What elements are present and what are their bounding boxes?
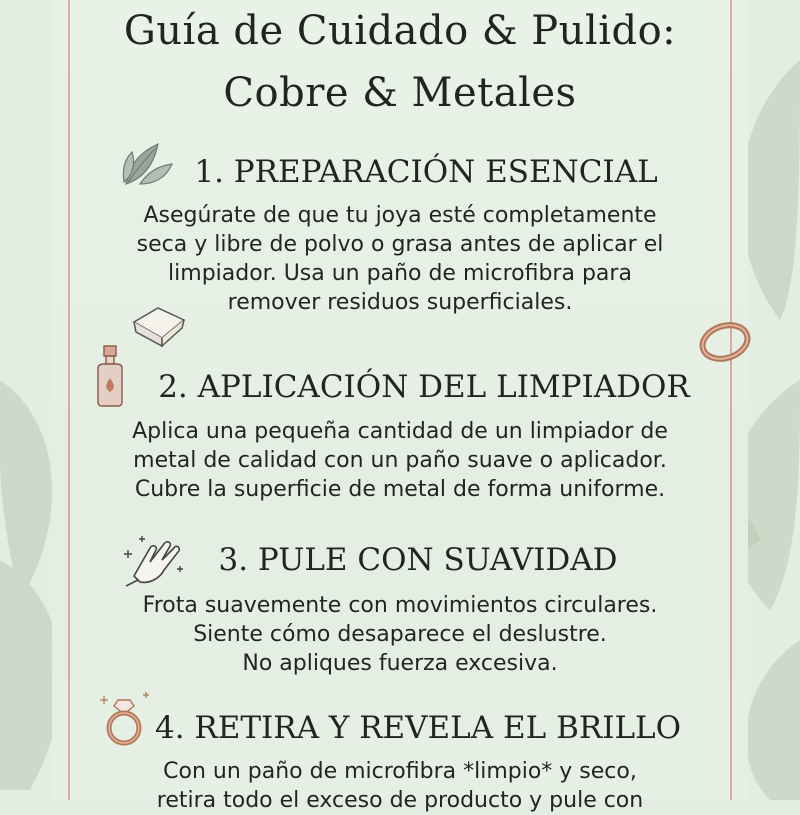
page-title-line2: Cobre & Metales bbox=[223, 70, 577, 116]
step-1-line-1: Asegúrate de que tu joya esté completamente bbox=[143, 203, 657, 228]
step-2-line-1: Aplica una pequeña cantidad de un limpiador de bbox=[132, 419, 668, 444]
step-3-line-3: No apliques fuerza excesiva. bbox=[242, 651, 558, 676]
step-2-line-3: Cubre la superficie de metal de forma uniforme. bbox=[134, 477, 666, 502]
step-4-heading: 4. RETIRA Y REVELA EL BRILLO bbox=[154, 710, 682, 746]
step-1-line-2: seca y libre de polvo o grasa antes de aplicar el bbox=[136, 232, 664, 257]
step-4-line-2: retira todo el exceso de producto y pule con bbox=[156, 788, 644, 813]
step-1-line-4: remover residuos superficiales. bbox=[227, 290, 573, 315]
step-1-text bbox=[80, 201, 720, 317]
step-2-text bbox=[80, 417, 720, 504]
step-3-line-1: Frota suavemente con movimientos circulares. bbox=[142, 593, 658, 618]
step-3-text bbox=[80, 591, 720, 678]
step-3-heading: 3. PULE CON SUAVIDAD bbox=[218, 542, 618, 578]
step-1-heading: 1. PREPARACIÓN ESENCIAL bbox=[194, 154, 658, 190]
step-2-line-2: metal de calidad con un paño suave o aplicador. bbox=[133, 448, 667, 473]
step-3-line-2: Siente cómo desaparece el deslustre. bbox=[193, 622, 607, 647]
step-4-text bbox=[80, 757, 720, 815]
page-title-line1: Guía de Cuidado & Pulido: bbox=[123, 8, 677, 54]
cloth-icon bbox=[128, 304, 188, 348]
step-1-line-3: limpiador. Usa un paño de microfibra para bbox=[168, 261, 632, 286]
step-4-line-1: Con un paño de microfibra *limpio* y seco, bbox=[163, 759, 637, 784]
step-2-heading: 2. APLICACIÓN DEL LIMPIADOR bbox=[158, 369, 690, 405]
ring-icon bbox=[698, 320, 752, 364]
